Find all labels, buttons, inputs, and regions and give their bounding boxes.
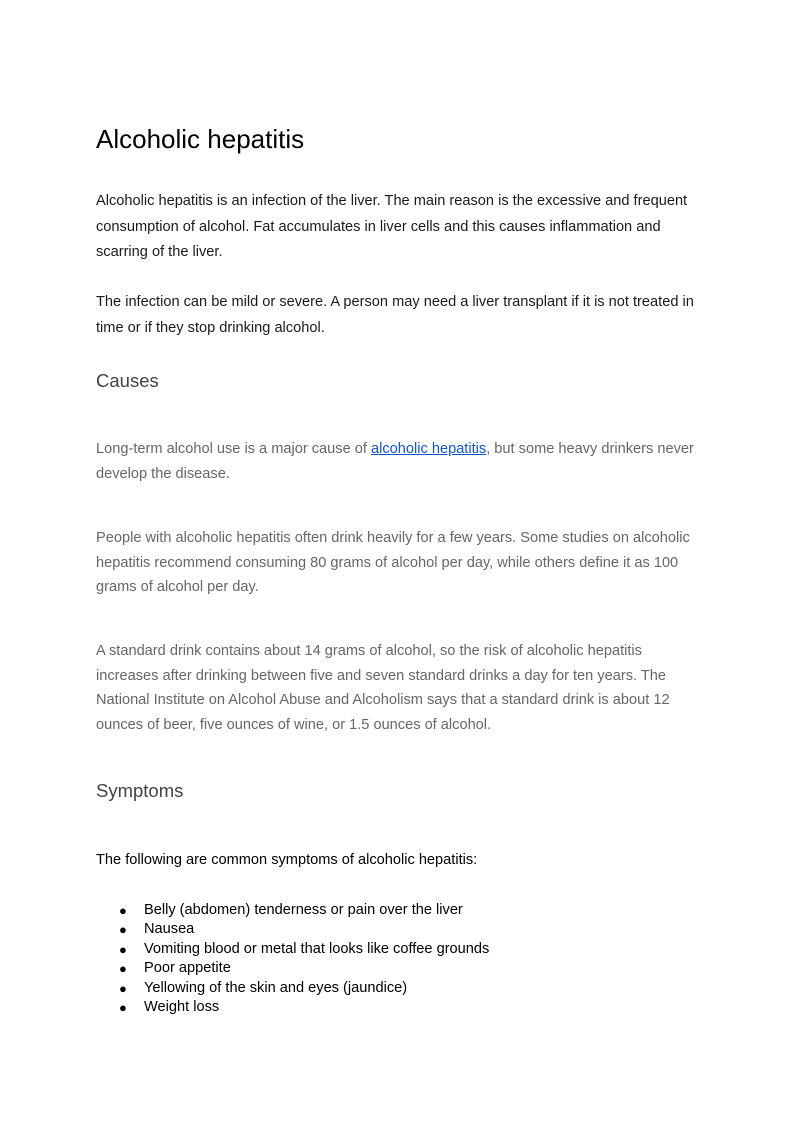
causes-heading: Causes (96, 370, 159, 391)
causes-text-before-link: Long-term alcohol use is a major cause of (96, 441, 371, 457)
list-item (96, 940, 489, 959)
page-title: Alcoholic hepatitis (96, 124, 305, 154)
bullet-icon: ● (119, 1000, 127, 1016)
bullet-icon: ● (119, 903, 127, 918)
list-item (96, 959, 489, 978)
list-item-text: Nausea (144, 921, 195, 938)
list-item (96, 920, 489, 939)
list-item (96, 998, 489, 1017)
bullet-icon: ● (119, 941, 127, 957)
alcoholic-hepatitis-link[interactable]: alcoholic hepatitis (371, 441, 487, 457)
list-item-text: Yellowing of the skin and eyes (jaundice) (144, 979, 408, 996)
causes-text-after-link: , but some heavy drinkers never develop the disease. (96, 441, 694, 482)
bullet-icon: ● (119, 922, 127, 938)
causes-paragraph-1 (96, 437, 706, 486)
symptoms-intro: The following are common symptoms of alcoholic hepatitis: (96, 852, 478, 868)
list-item (96, 901, 489, 920)
list-item (96, 979, 489, 998)
bullet-icon: ● (119, 961, 127, 977)
symptoms-heading: Symptoms (96, 780, 184, 801)
list-item-text: Vomiting blood or metal that looks like coffee grounds (144, 940, 490, 957)
list-item-text: Belly (abdomen) tenderness or pain over the liver (144, 902, 463, 918)
symptom-list (96, 901, 489, 1017)
list-item-text: Poor appetite (144, 960, 231, 977)
intro-paragraph: The infection can be mild or severe. A person may need a liver transplant if it is not treated in time or if they stop drinking alcohol. (96, 294, 694, 336)
bullet-icon: ● (119, 980, 127, 996)
intro-paragraph: Alcoholic hepatitis is an infection of the liver. The main reason is the excessive and frequent consumption of alcohol. Fat accumulates in liver cells and this causes inflammation and scarring of the liver. (96, 193, 688, 260)
list-item-text: Weight loss (144, 999, 220, 1016)
causes-paragraph-3: A standard drink contains about 14 grams of alcohol, so the risk of alcoholic hepatitis increases after drinking between five and seven standard drinks a day for ten years. The National Institute on Alcohol Abuse and Alcoholism says that a standard drink is about 12 ounces of beer, five ounces of wine, or 1.5 ounces of alcohol. (96, 643, 670, 733)
causes-paragraph-2: People with alcoholic hepatitis often drink heavily for a few years. Some studies on alcoholic hepatitis recommend consuming 80 grams of alcohol per day, while others define it as 100 grams of alcohol per day. (96, 530, 690, 595)
